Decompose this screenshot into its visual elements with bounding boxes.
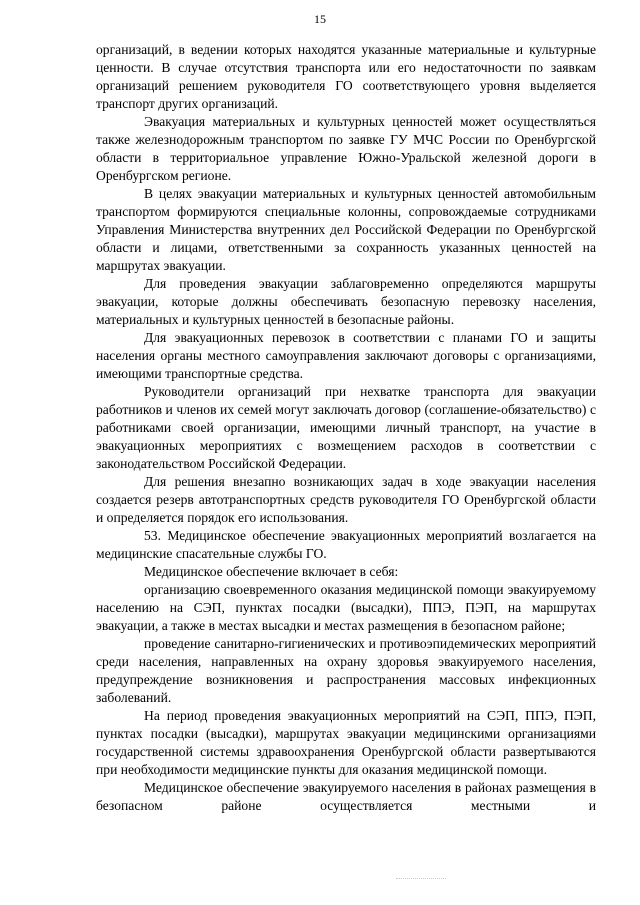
- paragraph: Руководители организаций при нехватке транспорта для эвакуации работников и членов их семей могут заключать договор (соглашение-обязательство) с работниками своей организации, имеющими личный транспорт, на участие в эвакуационных мероприятиях с возмещением расходов в соответствии с законодательством Российской Федерации.: [96, 384, 596, 471]
- list-item: проведение санитарно-гигиенических и противоэпидемических мероприятий среди населения, направленных на охрану здоровья эвакуируемого населения, предупреждение возникновения и распространения массовых инфекционных заболеваний.: [96, 636, 596, 705]
- paragraph: На период проведения эвакуационных мероприятий на СЭП, ППЭ, ПЭП, пунктах посадки (высадки), маршрутах эвакуации медицинскими организациями государственной системы здравоохранения Оренбургской области развертываются при необходимости медицинские пункты для оказания медицинской помощи.: [96, 708, 596, 777]
- paragraph: Эвакуация материальных и культурных ценностей может осуществляться также железнодорожным транспортом по заявке ГУ МЧС России по Оренбургской области в территориальное управление Южно-Уральской железной дороги в Оренбургском регионе.: [96, 114, 596, 183]
- list-item: организацию своевременного оказания медицинской помощи эвакуируемому населению на СЭП, пунктах посадки (высадки), ППЭ, ПЭП, на маршрутах эвакуации, а также в местах высадки и местах размещения в безопасном районе;: [96, 582, 596, 633]
- paragraph: 53. Медицинское обеспечение эвакуационных мероприятий возлагается на медицинские спасательные службы ГО.: [96, 528, 596, 561]
- paragraph: Медицинское обеспечение эвакуируемого населения в районах размещения в безопасном районе осуществляется местными и: [96, 780, 596, 813]
- paragraph: Для решения внезапно возникающих задач в ходе эвакуации населения создается резерв автотранспортных средств руководителя ГО Оренбургской области и определяется порядок его использования.: [96, 474, 596, 525]
- paragraph: организаций, в ведении которых находятся указанные материальные и культурные ценности. В случае отсутствия транспорта или его недостаточности по заявкам организаций решением руководителя ГО соответствующего уровня выделяется транспорт других организаций.: [96, 42, 596, 111]
- document-body: [96, 41, 596, 815]
- scan-artifact: [396, 878, 446, 880]
- page-number: 15: [314, 12, 326, 26]
- paragraph: Для проведения эвакуации заблаговременно определяются маршруты эвакуации, которые должны обеспечивать безопасную перевозку населения, материальных и культурных ценностей в безопасные районы.: [96, 276, 596, 327]
- paragraph: Для эвакуационных перевозок в соответствии с планами ГО и защиты населения органы местного самоуправления заключают договоры с организациями, имеющими транспортные средства.: [96, 330, 596, 381]
- paragraph: Медицинское обеспечение включает в себя:: [144, 564, 399, 579]
- paragraph: В целях эвакуации материальных и культурных ценностей автомобильным транспортом формируются специальные колонны, сопровождаемые сотрудниками Управления Министерства внутренних дел Российской Федерации по Оренбургской области и лицами, ответственными за сохранность указанных ценностей на маршрутах эвакуации.: [96, 186, 596, 273]
